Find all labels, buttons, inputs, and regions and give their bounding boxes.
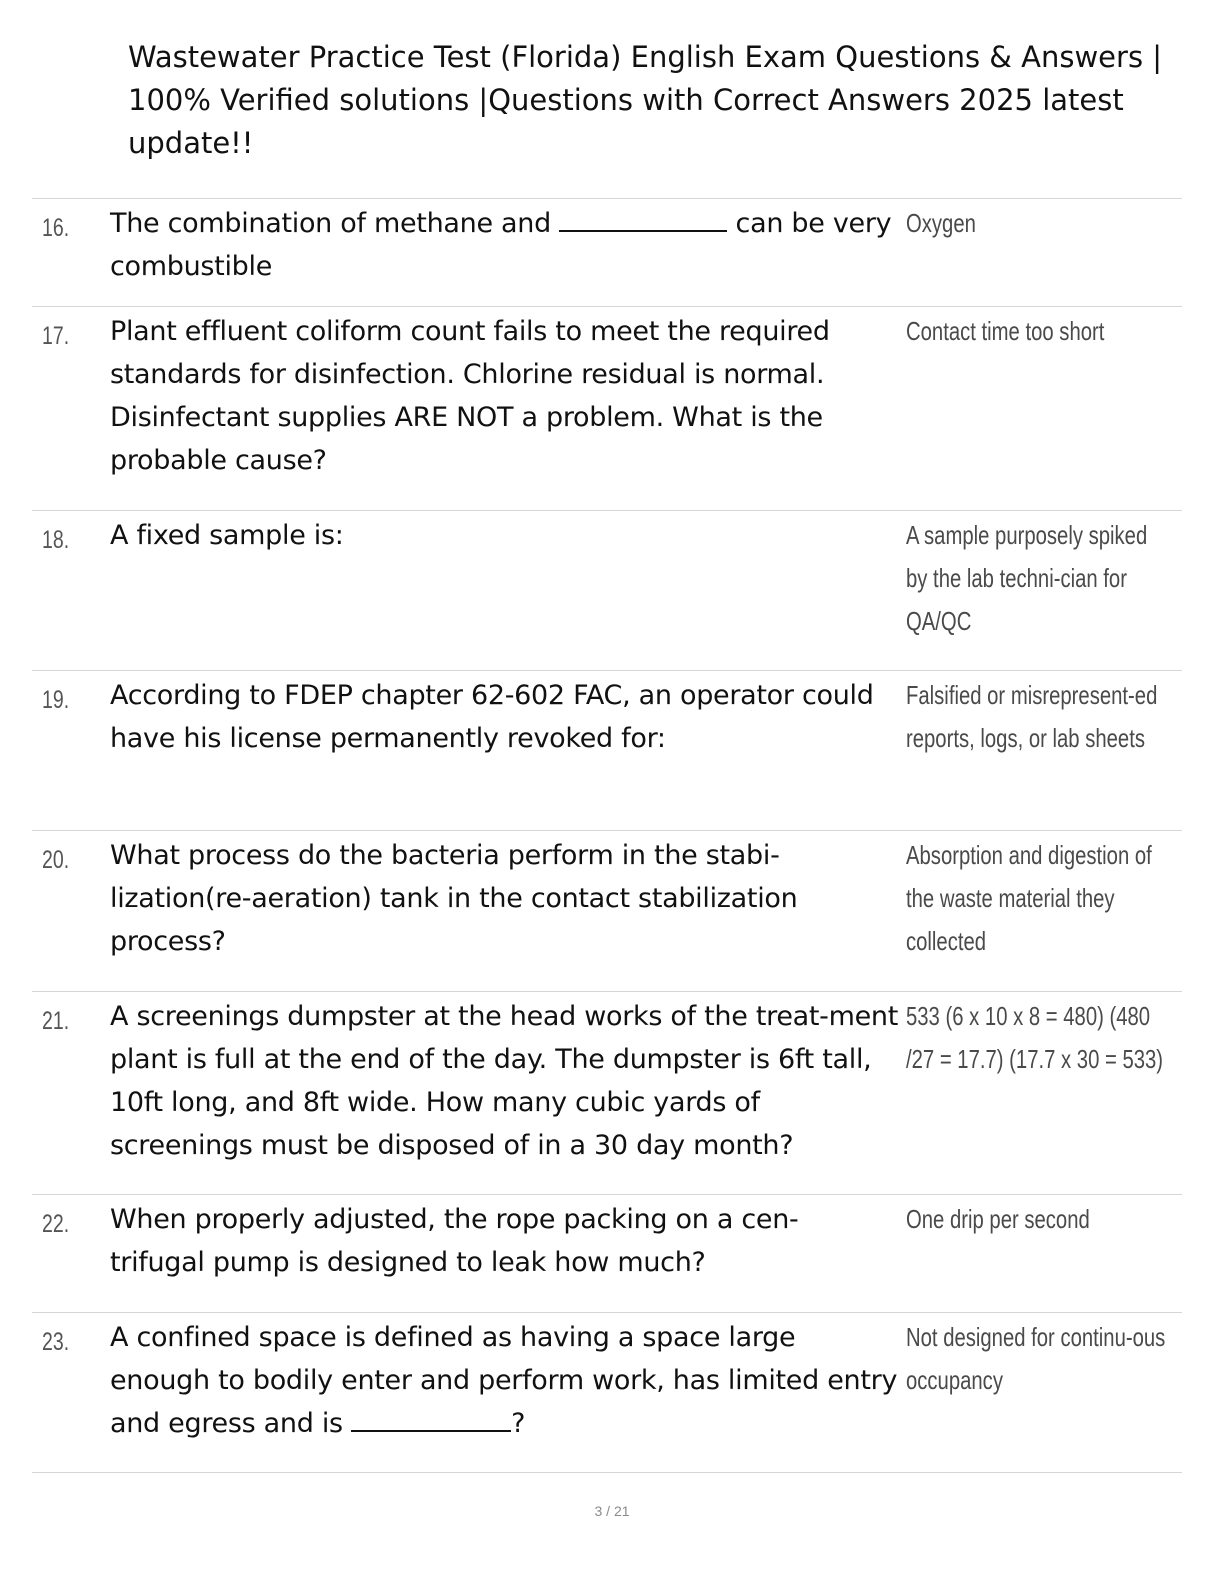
question-text: When properly adjusted, the rope packing on a cen-trifugal pump is designed to leak how much? bbox=[110, 1204, 799, 1278]
question-number: 16. bbox=[42, 214, 70, 242]
question-number: 17. bbox=[42, 322, 70, 350]
fill-in-blank bbox=[559, 208, 727, 232]
fill-in-blank bbox=[351, 1408, 511, 1432]
qa-table bbox=[32, 198, 1182, 1473]
answer-text: Falsified or misrepresent-ed reports, logs, or lab sheets bbox=[906, 680, 1158, 753]
question-number: 23. bbox=[42, 1328, 70, 1356]
page-number: 3 / 21 bbox=[594, 1503, 630, 1519]
question-text-part: ? bbox=[511, 1408, 526, 1439]
qa-row-21 bbox=[32, 992, 1182, 1195]
qa-row-16 bbox=[32, 199, 1182, 307]
qa-row-22 bbox=[32, 1195, 1182, 1313]
answer-text: Not designed for continu-ous occupancy bbox=[906, 1322, 1166, 1395]
question-text-part: A confined space is defined as having a space large enough to bodily enter and perform work, has limited entry and egress and is bbox=[110, 1322, 898, 1439]
question-number: 20. bbox=[42, 846, 70, 874]
question-text: A fixed sample is: bbox=[110, 520, 344, 551]
qa-row-19 bbox=[32, 671, 1182, 831]
question-text bbox=[110, 1316, 902, 1445]
question-text: According to FDEP chapter 62-602 FAC, an operator could have his license permanently revoked for: bbox=[110, 680, 874, 754]
question-text-part: can be very combustible bbox=[110, 208, 892, 282]
question-text: Plant effluent coliform count fails to meet the required standards for disinfection. Chlorine residual is normal. Disinfectant supplies ARE NOT a problem. What is the probable cause? bbox=[110, 316, 830, 476]
question-number: 18. bbox=[42, 526, 70, 554]
qa-row-20 bbox=[32, 831, 1182, 992]
answer-text: One drip per second bbox=[906, 1204, 1090, 1234]
question-text: A screenings dumpster at the head works of the treat-ment plant is full at the end of the day. The dumpster is 6ft tall, 10ft long, and 8ft wide. How many cubic yards of screenings must be disposed of in a 30 day month? bbox=[110, 1001, 899, 1161]
qa-row-18 bbox=[32, 511, 1182, 671]
question-number: 21. bbox=[42, 1007, 70, 1035]
question-text: What process do the bacteria perform in the stabi-lization(re-aeration) tank in the contact stabilization process? bbox=[110, 840, 798, 957]
answer-text: Absorption and digestion of the waste material they collected bbox=[906, 840, 1152, 956]
document-title: Wastewater Practice Test (Florida) English Exam Questions & Answers | 100% Verified solutions |Questions with Correct Answers 2025 latest update!! bbox=[128, 40, 1163, 160]
question-text-part: The combination of methane and bbox=[110, 208, 551, 239]
question-number: 22. bbox=[42, 1210, 70, 1238]
answer-text: Contact time too short bbox=[906, 316, 1105, 346]
question-number: 19. bbox=[42, 686, 70, 714]
qa-row-17 bbox=[32, 307, 1182, 511]
answer-text: A sample purposely spiked by the lab techni-cian for QA/QC bbox=[906, 520, 1148, 636]
qa-row-23 bbox=[32, 1313, 1182, 1473]
answer-text: Oxygen bbox=[906, 208, 976, 238]
answer-text: 533 (6 x 10 x 8 = 480) (480 /27 = 17.7) (17.7 x 30 = 533) bbox=[906, 1001, 1164, 1074]
question-text bbox=[110, 202, 902, 288]
